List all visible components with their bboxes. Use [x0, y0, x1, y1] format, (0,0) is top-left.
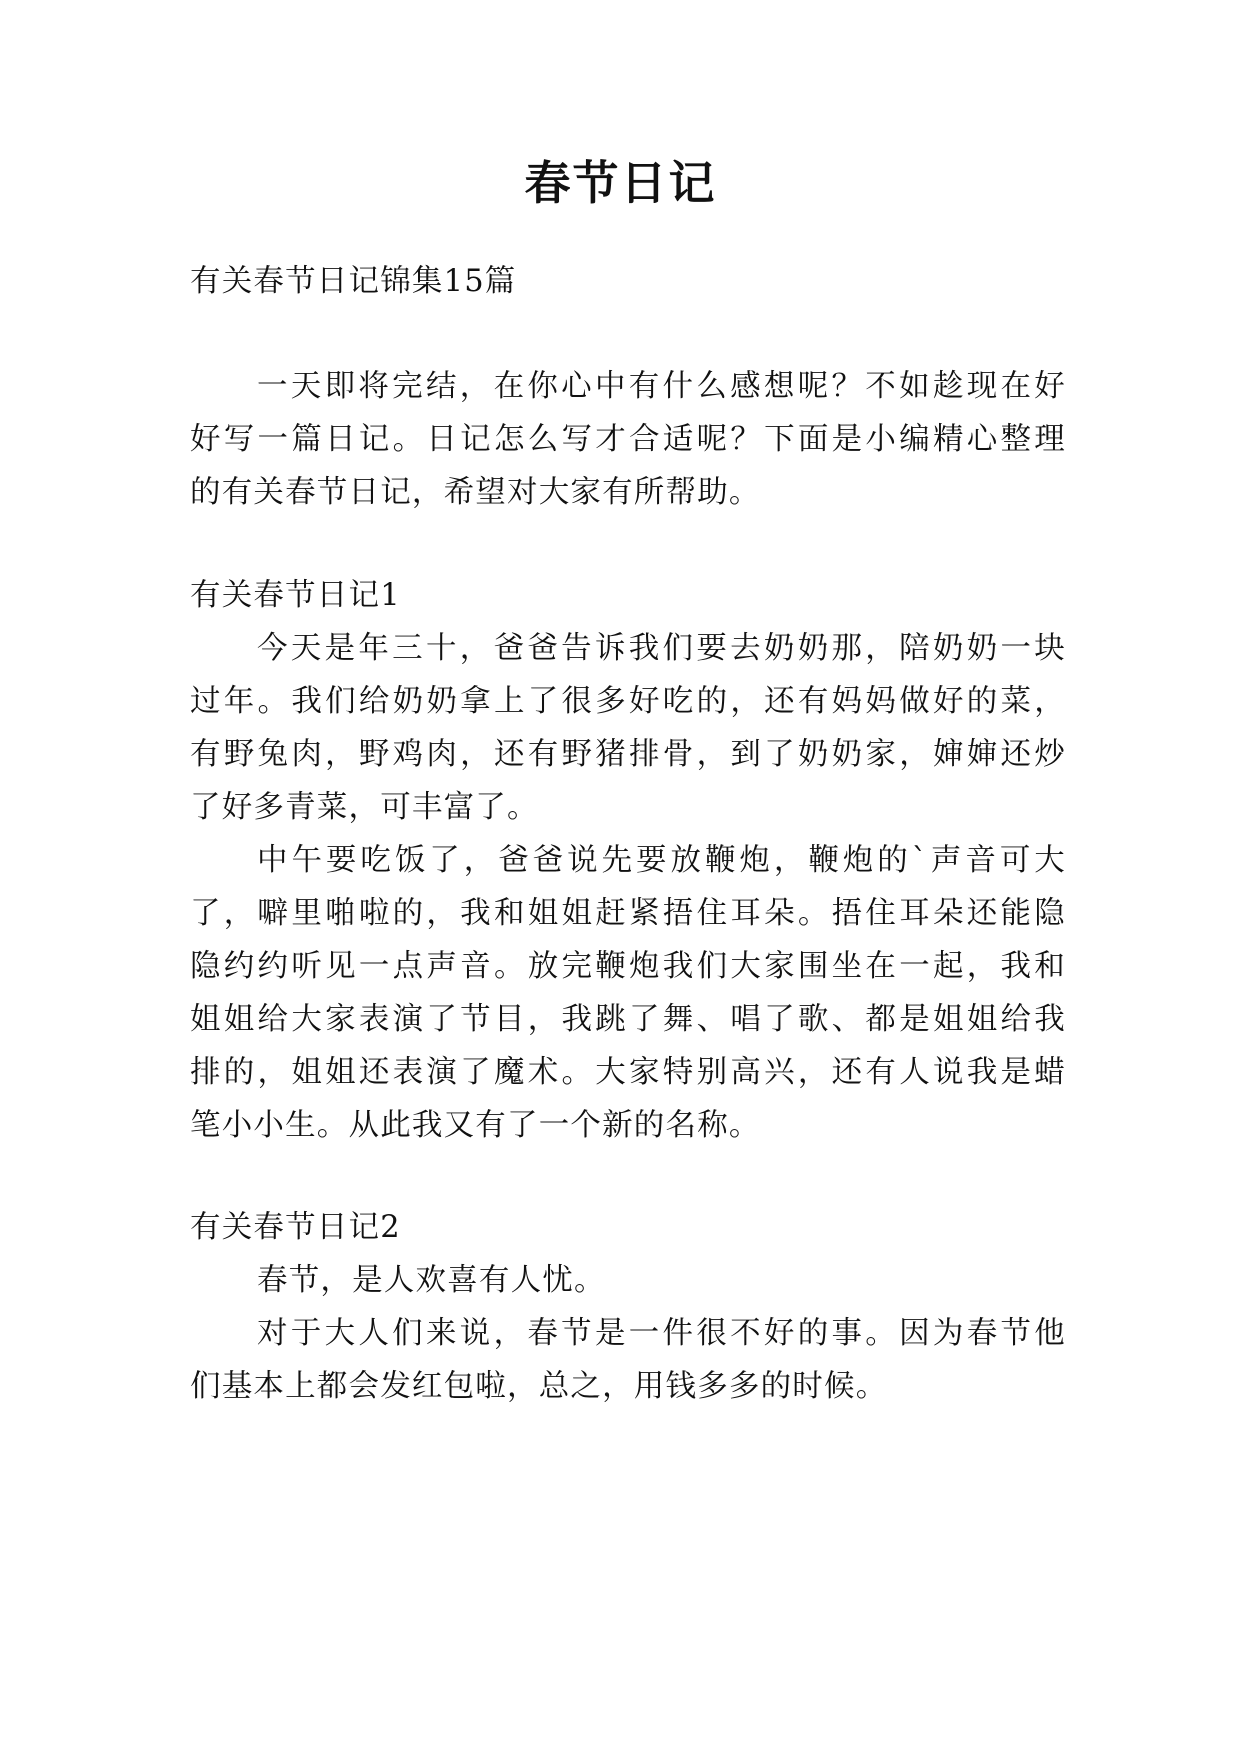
paragraph-line: 有野兔肉，野鸡肉，还有野猪排骨，到了奶奶家，婶婶还炒 — [190, 737, 1066, 772]
document-subtitle: 有关春节日记锦集15篇 — [190, 264, 517, 299]
document-title: 春节日记 — [524, 156, 717, 210]
paragraph-line: 笔小小生。从此我又有了一个新的名称。 — [190, 1108, 761, 1143]
paragraph-line: 中午要吃饭了，爸爸说先要放鞭炮，鞭炮的`声音可大 — [257, 843, 1066, 878]
intro-line: 一天即将完结，在你心中有什么感想呢？不如趁现在好 — [257, 369, 1066, 404]
paragraph-line: 了，噼里啪啦的，我和姐姐赶紧捂住耳朵。捂住耳朵还能隐 — [190, 896, 1066, 931]
section-heading: 有关春节日记2 — [190, 1210, 401, 1245]
paragraph-line: 姐姐给大家表演了节目，我跳了舞、唱了歌、都是姐姐给我 — [190, 1002, 1066, 1037]
intro-line: 的有关春节日记，希望对大家有所帮助。 — [190, 475, 761, 510]
paragraph-line: 对于大人们来说，春节是一件很不好的事。因为春节他 — [257, 1316, 1066, 1351]
paragraph-line: 们基本上都会发红包啦，总之，用钱多多的时候。 — [190, 1369, 888, 1404]
intro-line: 好写一篇日记。日记怎么写才合适呢？下面是小编精心整理 — [190, 422, 1066, 457]
paragraph-line: 了好多青菜，可丰富了。 — [190, 790, 539, 825]
paragraph-line: 隐约约听见一点声音。放完鞭炮我们大家围坐在一起，我和 — [190, 949, 1066, 984]
paragraph-line: 今天是年三十，爸爸告诉我们要去奶奶那，陪奶奶一块 — [257, 631, 1066, 666]
section-heading: 有关春节日记1 — [190, 578, 401, 613]
paragraph-line: 排的，姐姐还表演了魔术。大家特别高兴，还有人说我是蜡 — [190, 1055, 1066, 1090]
paragraph-line: 过年。我们给奶奶拿上了很多好吃的，还有妈妈做好的菜， — [190, 684, 1066, 719]
paragraph-line: 春节，是人欢喜有人忧。 — [257, 1263, 606, 1298]
